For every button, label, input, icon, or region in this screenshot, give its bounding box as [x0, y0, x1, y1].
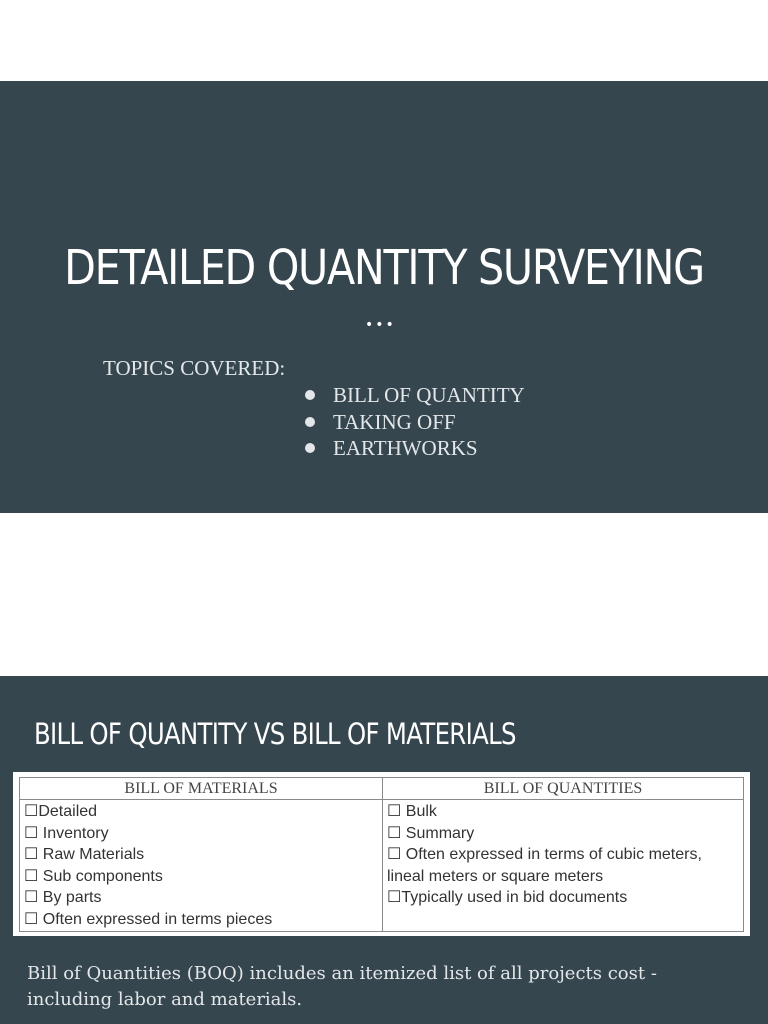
bullet-icon: [305, 390, 315, 400]
list-item: ☐ Often expressed in terms of cubic meters, lineal meters or square meters: [387, 846, 702, 885]
bullet-icon: [305, 443, 315, 453]
topics-list: [305, 382, 525, 462]
list-item: ☐ Summary: [387, 824, 475, 842]
bullet-icon: [305, 417, 315, 427]
list-item: ☐Typically used in bid documents: [387, 889, 628, 907]
slide-2-title: BILL OF QUANTITY VS BILL OF MATERIALS: [34, 717, 516, 751]
list-item: ☐ Sub components: [24, 867, 163, 885]
boq-description: Bill of Quantities (BOQ) includes an itemized list of all projects cost - including labor and materials.: [27, 963, 657, 1010]
topic-item: BILL OF QUANTITY: [305, 382, 525, 409]
ellipsis-divider-icon: •••: [365, 317, 396, 333]
slide-1-title: DETAILED QUANTITY SURVEYING: [64, 240, 704, 296]
table-header-quantities: BILL OF QUANTITIES: [383, 778, 744, 800]
list-item: ☐ Inventory: [24, 824, 109, 842]
list-item: ☐ Often expressed in terms pieces: [24, 910, 273, 928]
materials-cell: [20, 800, 383, 932]
list-item: ☐ By parts: [24, 889, 102, 907]
quantities-cell: [383, 800, 744, 932]
comparison-table-image: [13, 772, 750, 936]
topic-item: TAKING OFF: [305, 409, 525, 436]
list-item: ☐ Bulk: [387, 803, 437, 820]
topics-label: TOPICS COVERED:: [103, 356, 286, 380]
list-item: ☐ Raw Materials: [24, 846, 145, 864]
list-item: ☐Detailed: [24, 803, 98, 820]
comparison-table: [19, 777, 744, 932]
table-header-materials: BILL OF MATERIALS: [20, 778, 383, 800]
topic-item: EARTHWORKS: [305, 435, 525, 462]
